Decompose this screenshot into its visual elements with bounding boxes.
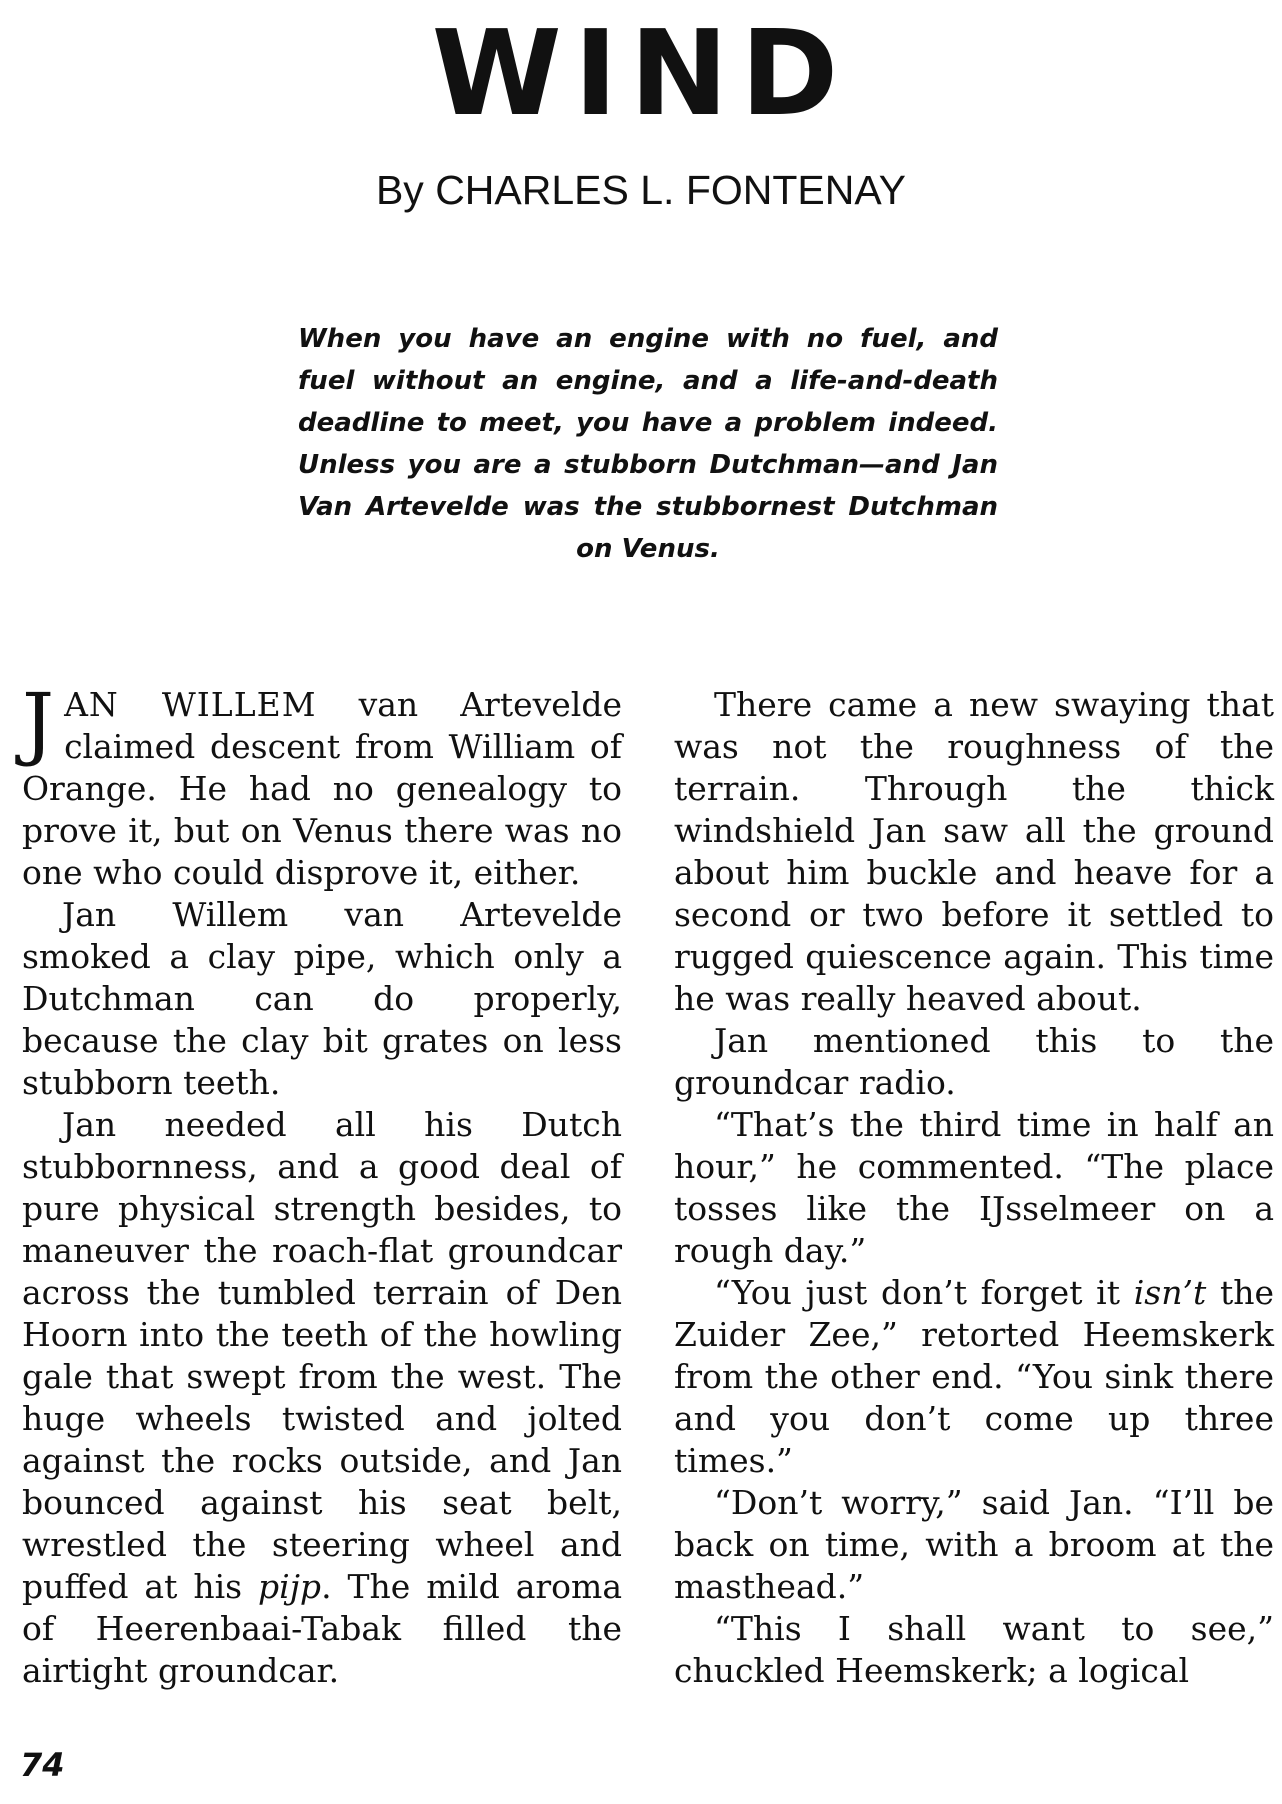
paragraph: “That’s the third time in half an hour,” he commented. “The place tosses like the IJsselmeer on a rough day.” [674, 1105, 1274, 1270]
paragraph-text: Jan needed all his Dutch stubbornness, and a good deal of pure physical strength besides, to maneuver the roach-flat groundcar across the tumbled terrain of Den Hoorn into the teeth of the howling gale that swept from the west. The huge wheels twisted and jolted against the rocks outside, and Jan bounced against his seat belt, wrestled the steering wheel and puffed at his [22, 1105, 622, 1606]
paragraph: “Don’t worry,” said Jan. “I’ll be back on time, with a broom at the masthead.” [674, 1483, 1274, 1606]
paragraph: Jan mentioned this to the groundcar radio. [674, 1021, 1274, 1102]
paragraph [22, 676, 622, 894]
page-number: 74 [20, 1746, 65, 1784]
paragraph-text: “You just don’t forget it [714, 1273, 1134, 1312]
paragraph [674, 1272, 1274, 1482]
left-column [22, 676, 623, 1692]
italic-word: pijp [258, 1567, 322, 1606]
paragraph: Jan Willem van Artevelde smoked a clay pipe, which only a Dutchman can do properly, because the clay bit grates on less stubborn teeth. [22, 895, 622, 1102]
author-byline: By CHARLES L. FONTENAY [375, 167, 907, 213]
paragraph-text: . The mild aroma of Heerenbaai-Tabak filled the airtight groundcar. [22, 1567, 623, 1690]
paragraph: “This I shall want to see,” chuckled Heemskerk; a logical [674, 1609, 1274, 1690]
story-blurb: When you have an engine with no fuel, and fuel without an engine, and a life-and-death deadline to meet, you have a problem indeed. Unless you are a stubborn Dutchman—and Jan Van Artevelde was the stubbornest Dutchman on Venus. [298, 324, 998, 564]
paragraph-text: van Artevelde claimed descent from William of Orange. He had no genealogy to prove it, but on Venus there was no one who could disprove it, either. [22, 685, 622, 892]
story-title: WIND [431, 4, 851, 142]
paragraph: There came a new swaying that was not the roughness of the terrain. Through the thick windshield Jan saw all the ground about him buckle and heave for a second or two before it settled to rugged quiescence again. This time he was really heaved about. [674, 685, 1274, 1018]
italic-word: isn’t [1133, 1273, 1207, 1312]
paragraph [22, 1104, 622, 1692]
lead-in-caps: AN WILLEM [64, 685, 317, 724]
right-column [674, 684, 1274, 1692]
drop-cap: J [22, 676, 55, 769]
paragraph-text: the Zuider Zee,” retorted Heemskerk from the other end. “You sink there and you don’t come up three times.” [674, 1273, 1274, 1480]
